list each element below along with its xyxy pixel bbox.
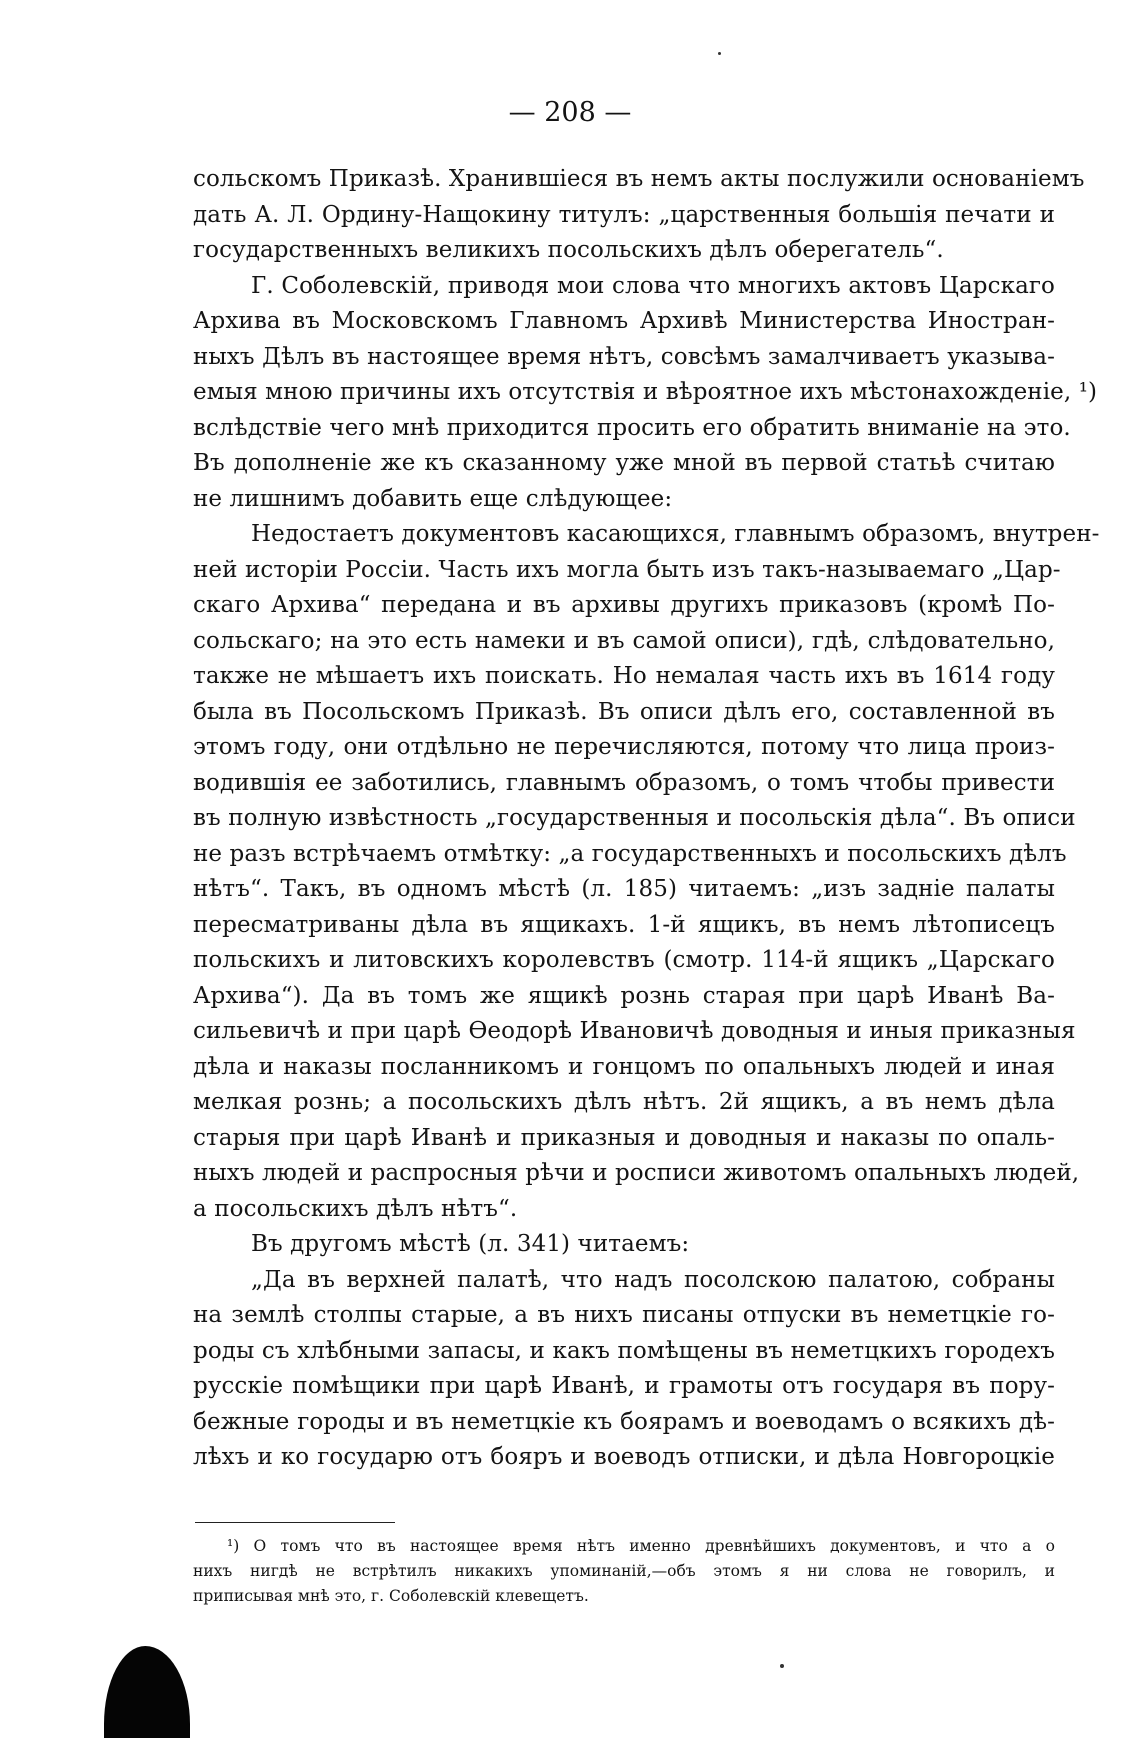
text-line: дать А. Л. Ордину-Нащокину титулъ: „царственныя большія печати и bbox=[193, 201, 1055, 228]
text-line: а посольскихъ дѣлъ нѣтъ“. bbox=[193, 1195, 518, 1222]
footnote-line: ¹) О томъ что въ настоящее время нѣтъ именно древнѣйшихъ документовъ, и что а о bbox=[227, 1537, 1055, 1555]
text-line: этомъ году, они отдѣльно не перечисляются, потому что лица произ- bbox=[193, 734, 1055, 760]
main-text bbox=[193, 162, 1100, 1476]
footnote-line: нихъ нигдѣ не встрѣтилъ никакихъ упоминаній,—объ этомъ я ни слова не говорилъ, и bbox=[193, 1562, 1055, 1580]
text-line: скаго Архива“ передана и въ архивы другихъ приказовъ (кромѣ По- bbox=[193, 592, 1055, 618]
text-line: сольскомъ Приказѣ. Хранившіеся въ немъ акты послужили основаніемъ bbox=[193, 166, 1085, 192]
text-line: Въ другомъ мѣстѣ (л. 341) читаемъ: bbox=[251, 1231, 690, 1257]
paper-speck bbox=[718, 52, 721, 55]
text-line: ныхъ людей и распросныя рѣчи и росписи животомъ опальныхъ людей, bbox=[193, 1160, 1080, 1186]
text-line: мелкая рознь; а посольскихъ дѣлъ нѣтъ. 2й ящикъ, а въ немъ дѣла bbox=[193, 1089, 1055, 1115]
text-line: „Да въ верхней палатѣ, что надъ посолскою палатою, собраны bbox=[251, 1266, 1055, 1293]
text-line: на землѣ столпы старые, а въ нихъ писаны отпуски въ неметцкіе го- bbox=[193, 1302, 1055, 1328]
text-line: государственныхъ великихъ посольскихъ дѣлъ оберегатель“. bbox=[193, 237, 944, 263]
text-line: также не мѣшаетъ ихъ поискать. Но немалая часть ихъ въ 1614 году bbox=[193, 663, 1055, 689]
text-line: польскихъ и литовскихъ королевствъ (смотр. 114-й ящикъ „Царскаго bbox=[193, 947, 1055, 973]
text-line: сольскаго; на это есть намеки и въ самой описи), гдѣ, слѣдовательно, bbox=[193, 627, 1055, 654]
footnotes bbox=[193, 1534, 1055, 1609]
paper-speck bbox=[780, 1664, 784, 1668]
text-line: Въ дополненіе же къ сказанному уже мной въ первой статьѣ считаю bbox=[193, 450, 1055, 476]
text-line: ней исторіи Россіи. Часть ихъ могла быть изъ такъ-называемаго „Цар- bbox=[193, 556, 1061, 583]
text-line: Архива въ Московскомъ Главномъ Архивѣ Министерства Иностран- bbox=[193, 308, 1055, 334]
text-line: не лишнимъ добавить еще слѣдующее: bbox=[193, 485, 673, 512]
text-line: дѣла и наказы посланникомъ и гонцомъ по опальныхъ людей и иная bbox=[193, 1053, 1055, 1080]
footnote-separator bbox=[195, 1522, 395, 1523]
text-line: Архива“). Да въ томъ же ящикѣ рознь старая при царѣ Иванѣ Ва- bbox=[193, 982, 1055, 1009]
text-line: роды съ хлѣбными запасы, и какъ помѣщены въ неметцкихъ городехъ bbox=[193, 1337, 1055, 1364]
text-line: бежные городы и въ неметцкіе къ боярамъ и воеводамъ о всякихъ дѣ- bbox=[193, 1408, 1055, 1435]
text-line: емыя мною причины ихъ отсутствія и вѣроятное ихъ мѣстонахожденіе, ¹) bbox=[193, 379, 1098, 405]
text-line: въ полную извѣстность „государственныя и посольскія дѣла“. Въ описи bbox=[193, 805, 1076, 831]
text-line: была въ Посольскомъ Приказѣ. Въ описи дѣлъ его, составленной въ bbox=[193, 698, 1055, 725]
text-line: Недостаетъ документовъ касающихся, главнымъ образомъ, внутрен- bbox=[251, 521, 1100, 547]
text-line: пересматриваны дѣла въ ящикахъ. 1-й ящикъ, въ немъ лѣтописецъ bbox=[193, 911, 1055, 938]
text-line: Г. Соболевскій, приводя мои слова что многихъ актовъ Царскаго bbox=[251, 272, 1055, 299]
text-line: русскіе помѣщики при царѣ Иванѣ, и грамоты отъ государя въ пору- bbox=[193, 1373, 1055, 1399]
text-line: сильевичѣ и при царѣ Ѳеодорѣ Ивановичѣ доводныя и иныя приказныя bbox=[193, 1018, 1076, 1044]
page-number: — 208 — bbox=[508, 97, 632, 128]
text-line: водившія ее заботились, главнымъ образомъ, о томъ чтобы привести bbox=[193, 769, 1055, 796]
text-line: не разъ встрѣчаемъ отмѣтку: „а государственныхъ и посольскихъ дѣлъ bbox=[193, 840, 1067, 867]
text-line: нѣтъ“. Такъ, въ одномъ мѣстѣ (л. 185) читаемъ: „изъ задніе палаты bbox=[193, 876, 1055, 902]
text-line: вслѣдствіе чего мнѣ приходится просить его обратить вниманіе на это. bbox=[193, 414, 1071, 441]
text-line: ныхъ Дѣлъ въ настоящее время нѣтъ, совсѣмъ замалчиваетъ указыва- bbox=[193, 343, 1055, 370]
ink-blot bbox=[104, 1646, 190, 1738]
text-line: старыя при царѣ Иванѣ и приказныя и доводныя и наказы по опаль- bbox=[193, 1124, 1055, 1151]
text-line: лѣхъ и ко государю отъ бояръ и воеводъ отписки, и дѣла Новгороцкіе bbox=[193, 1444, 1055, 1470]
footnote-line: приписывая мнѣ это, г. Соболевскій клевещетъ. bbox=[193, 1587, 589, 1605]
